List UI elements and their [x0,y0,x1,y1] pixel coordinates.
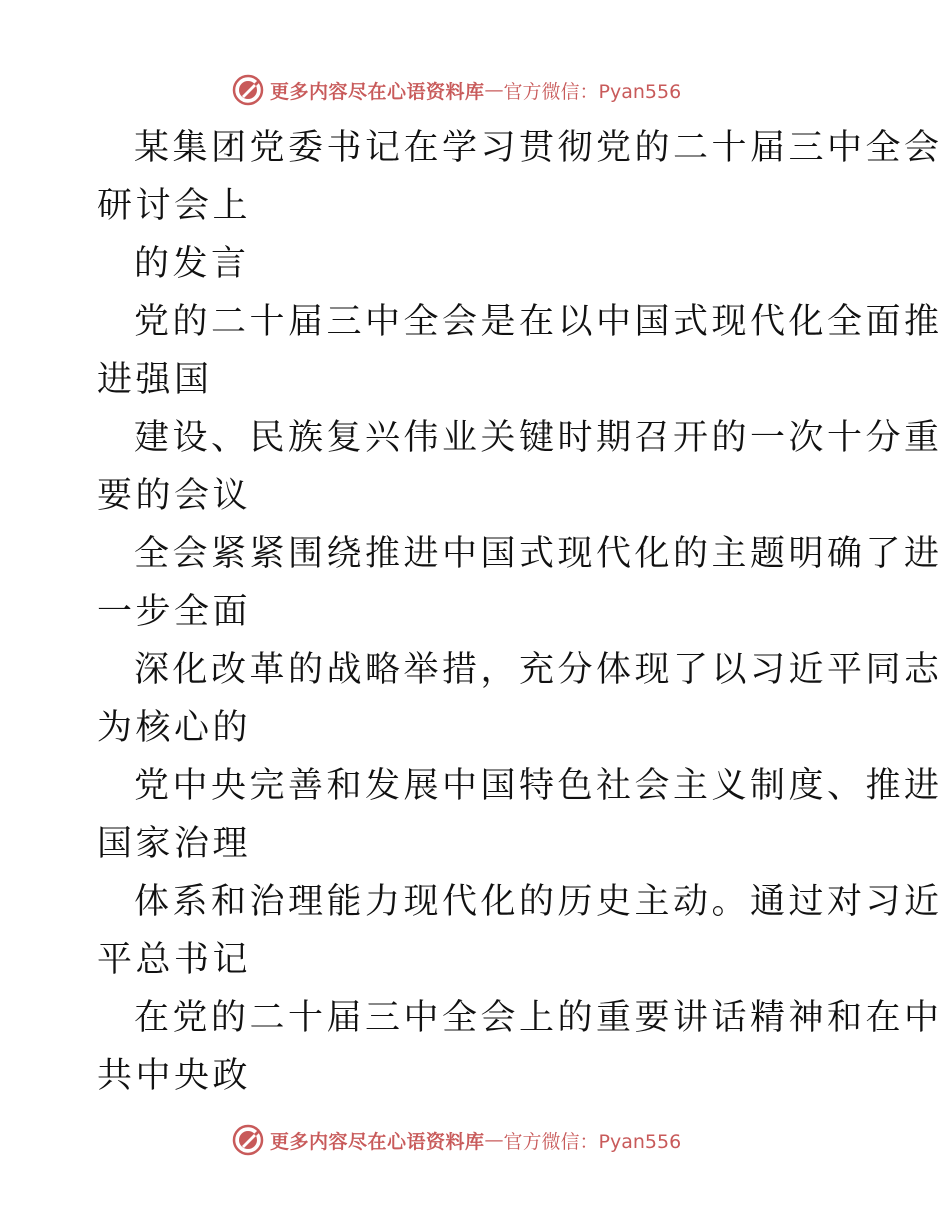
footer-banner [232,1122,681,1158]
doc-line: 党中央完善和发展中国特色社会主义制度、推进 [134,766,943,806]
doc-line: 平总书记 [97,940,252,980]
doc-line: 深化改革的战略举措，充分体现了以习近平同志 [134,650,943,690]
doc-line: 研讨会上 [97,186,252,226]
doc-line: 党的二十届三中全会是在以中国式现代化全面推 [134,302,943,342]
doc-line: 共中央政 [97,1056,252,1096]
doc-line: 在党的二十届三中全会上的重要讲话精神和在中 [134,998,943,1038]
doc-line: 的发言 [134,244,250,284]
header-banner [232,72,681,108]
doc-line: 某集团党委书记在学习贯彻党的二十届三中全会 [134,128,943,168]
doc-line: 要的会议 [97,476,252,516]
doc-line: 体系和治理能力现代化的历史主动。通过对习近 [134,882,943,922]
banner-separator: — [484,1129,504,1151]
doc-line: 为核心的 [97,708,252,748]
doc-line: 一步全面 [97,592,252,632]
doc-line: 进强国 [97,360,213,400]
banner-main-text: 更多内容尽在心语资料库 [270,80,485,103]
banner-wechat-text: 官方微信：Pyan556 [503,1130,682,1153]
doc-line: 国家治理 [97,824,252,864]
pen-nib-logo-icon [232,1124,264,1156]
banner-wechat-text: 官方微信：Pyan556 [503,80,682,103]
doc-line: 全会紧紧围绕推进中国式现代化的主题明确了进 [134,534,943,574]
pen-nib-logo-icon [232,74,264,106]
banner-main-text: 更多内容尽在心语资料库 [270,1130,485,1153]
banner-separator: — [484,79,504,101]
doc-line: 建设、民族复兴伟业关键时期召开的一次十分重 [134,418,943,458]
